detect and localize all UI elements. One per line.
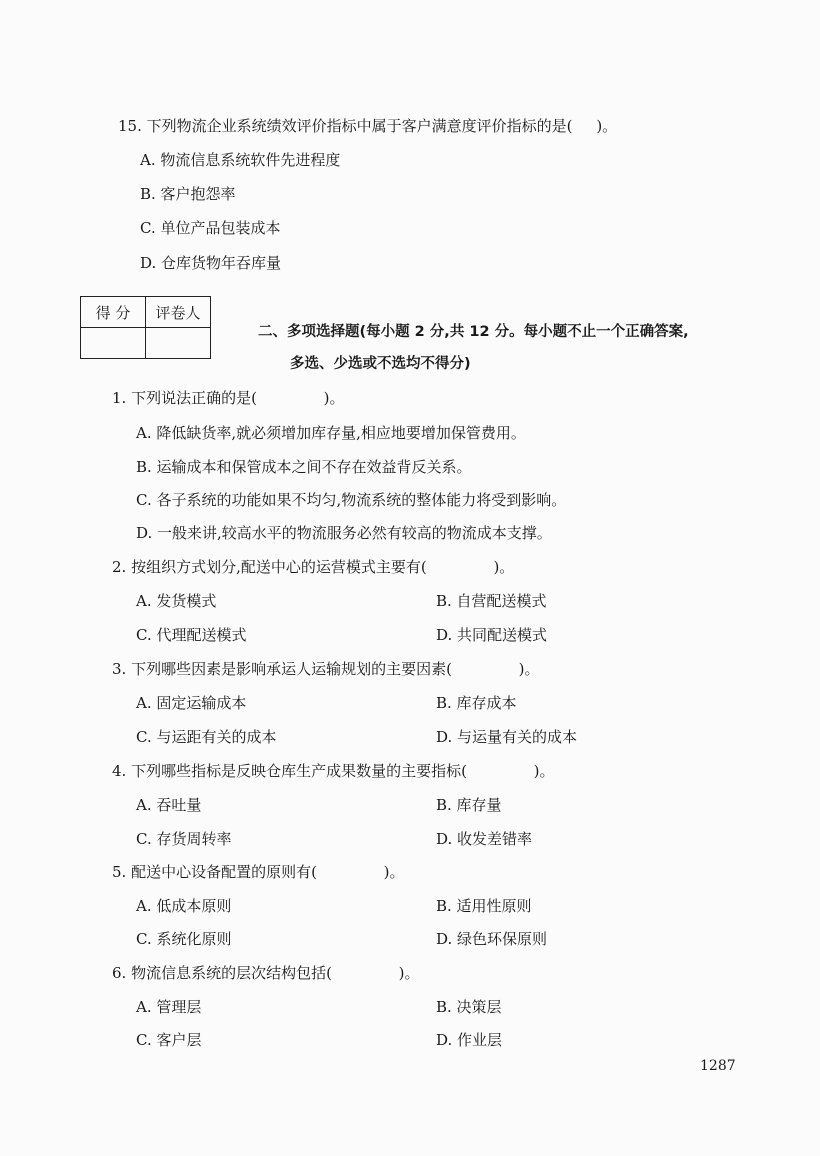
q5-option-c: C. 系统化原则 (136, 930, 232, 948)
q1-option-d: D. 一般来讲,较高水平的物流服务必然有较高的物流成本支撑。 (136, 524, 552, 542)
score-table (80, 296, 211, 359)
q15-option-a: A. 物流信息系统软件先进程度 (140, 151, 341, 169)
q4-option-c: C. 存货周转率 (136, 830, 232, 848)
section2-heading: 二、多项选择题(每小题 2 分,共 12 分。每小题不止一个正确答案, (258, 324, 689, 340)
q6-option-b: B. 决策层 (436, 998, 502, 1016)
grader-label: 评卷人 (146, 297, 211, 328)
q1-stem: 1. 下列说法正确的是( )。 (112, 389, 345, 407)
q6-stem: 6. 物流信息系统的层次结构包括( )。 (112, 964, 420, 982)
q2-option-a: A. 发货模式 (136, 592, 217, 610)
q3-stem: 3. 下列哪些因素是影响承运人运输规划的主要因素( )。 (112, 660, 540, 678)
q5-option-d: D. 绿色环保原则 (436, 930, 548, 948)
q5-stem: 5. 配送中心设备配置的原则有( )。 (112, 863, 405, 881)
page-number: 1287 (700, 1058, 736, 1074)
q6-option-a: A. 管理层 (136, 998, 202, 1016)
q2-option-c: C. 代理配送模式 (136, 626, 247, 644)
q6-option-d: D. 作业层 (436, 1031, 503, 1049)
section2-heading-cont: 多选、少选或不选均不得分) (290, 356, 471, 372)
q3-option-d: D. 与运量有关的成本 (436, 728, 578, 746)
q2-stem: 2. 按组织方式划分,配送中心的运营模式主要有( )。 (112, 558, 515, 576)
q1-option-a: A. 降低缺货率,就必须增加库存量,相应地要增加保管费用。 (136, 424, 526, 442)
q3-option-a: A. 固定运输成本 (136, 694, 247, 712)
q2-option-b: B. 自营配送模式 (436, 592, 547, 610)
q4-option-a: A. 吞吐量 (136, 796, 202, 814)
q1-option-b: B. 运输成本和保管成本之间不存在效益背反关系。 (136, 458, 472, 476)
q3-option-b: B. 库存成本 (436, 694, 517, 712)
q1-option-c: C. 各子系统的功能如果不均匀,物流系统的整体能力将受到影响。 (136, 491, 567, 509)
q5-option-b: B. 适用性原则 (436, 897, 532, 915)
q6-option-c: C. 客户层 (136, 1031, 202, 1049)
q15-option-c: C. 单位产品包装成本 (140, 219, 281, 237)
q15-option-d: D. 仓库货物年吞库量 (140, 254, 282, 272)
grader-cell (146, 328, 211, 359)
score-label: 得 分 (81, 297, 146, 328)
q4-option-b: B. 库存量 (436, 796, 502, 814)
score-cell (81, 328, 146, 359)
q15-option-b: B. 客户抱怨率 (140, 185, 236, 203)
q15-stem: 15. 下列物流企业系统绩效评价指标中属于客户满意度评价指标的是( )。 (118, 117, 618, 135)
q3-option-c: C. 与运距有关的成本 (136, 728, 277, 746)
q2-option-d: D. 共同配送模式 (436, 626, 548, 644)
q4-stem: 4. 下列哪些指标是反映仓库生产成果数量的主要指标( )。 (112, 762, 555, 780)
q4-option-d: D. 收发差错率 (436, 830, 533, 848)
q5-option-a: A. 低成本原则 (136, 897, 232, 915)
